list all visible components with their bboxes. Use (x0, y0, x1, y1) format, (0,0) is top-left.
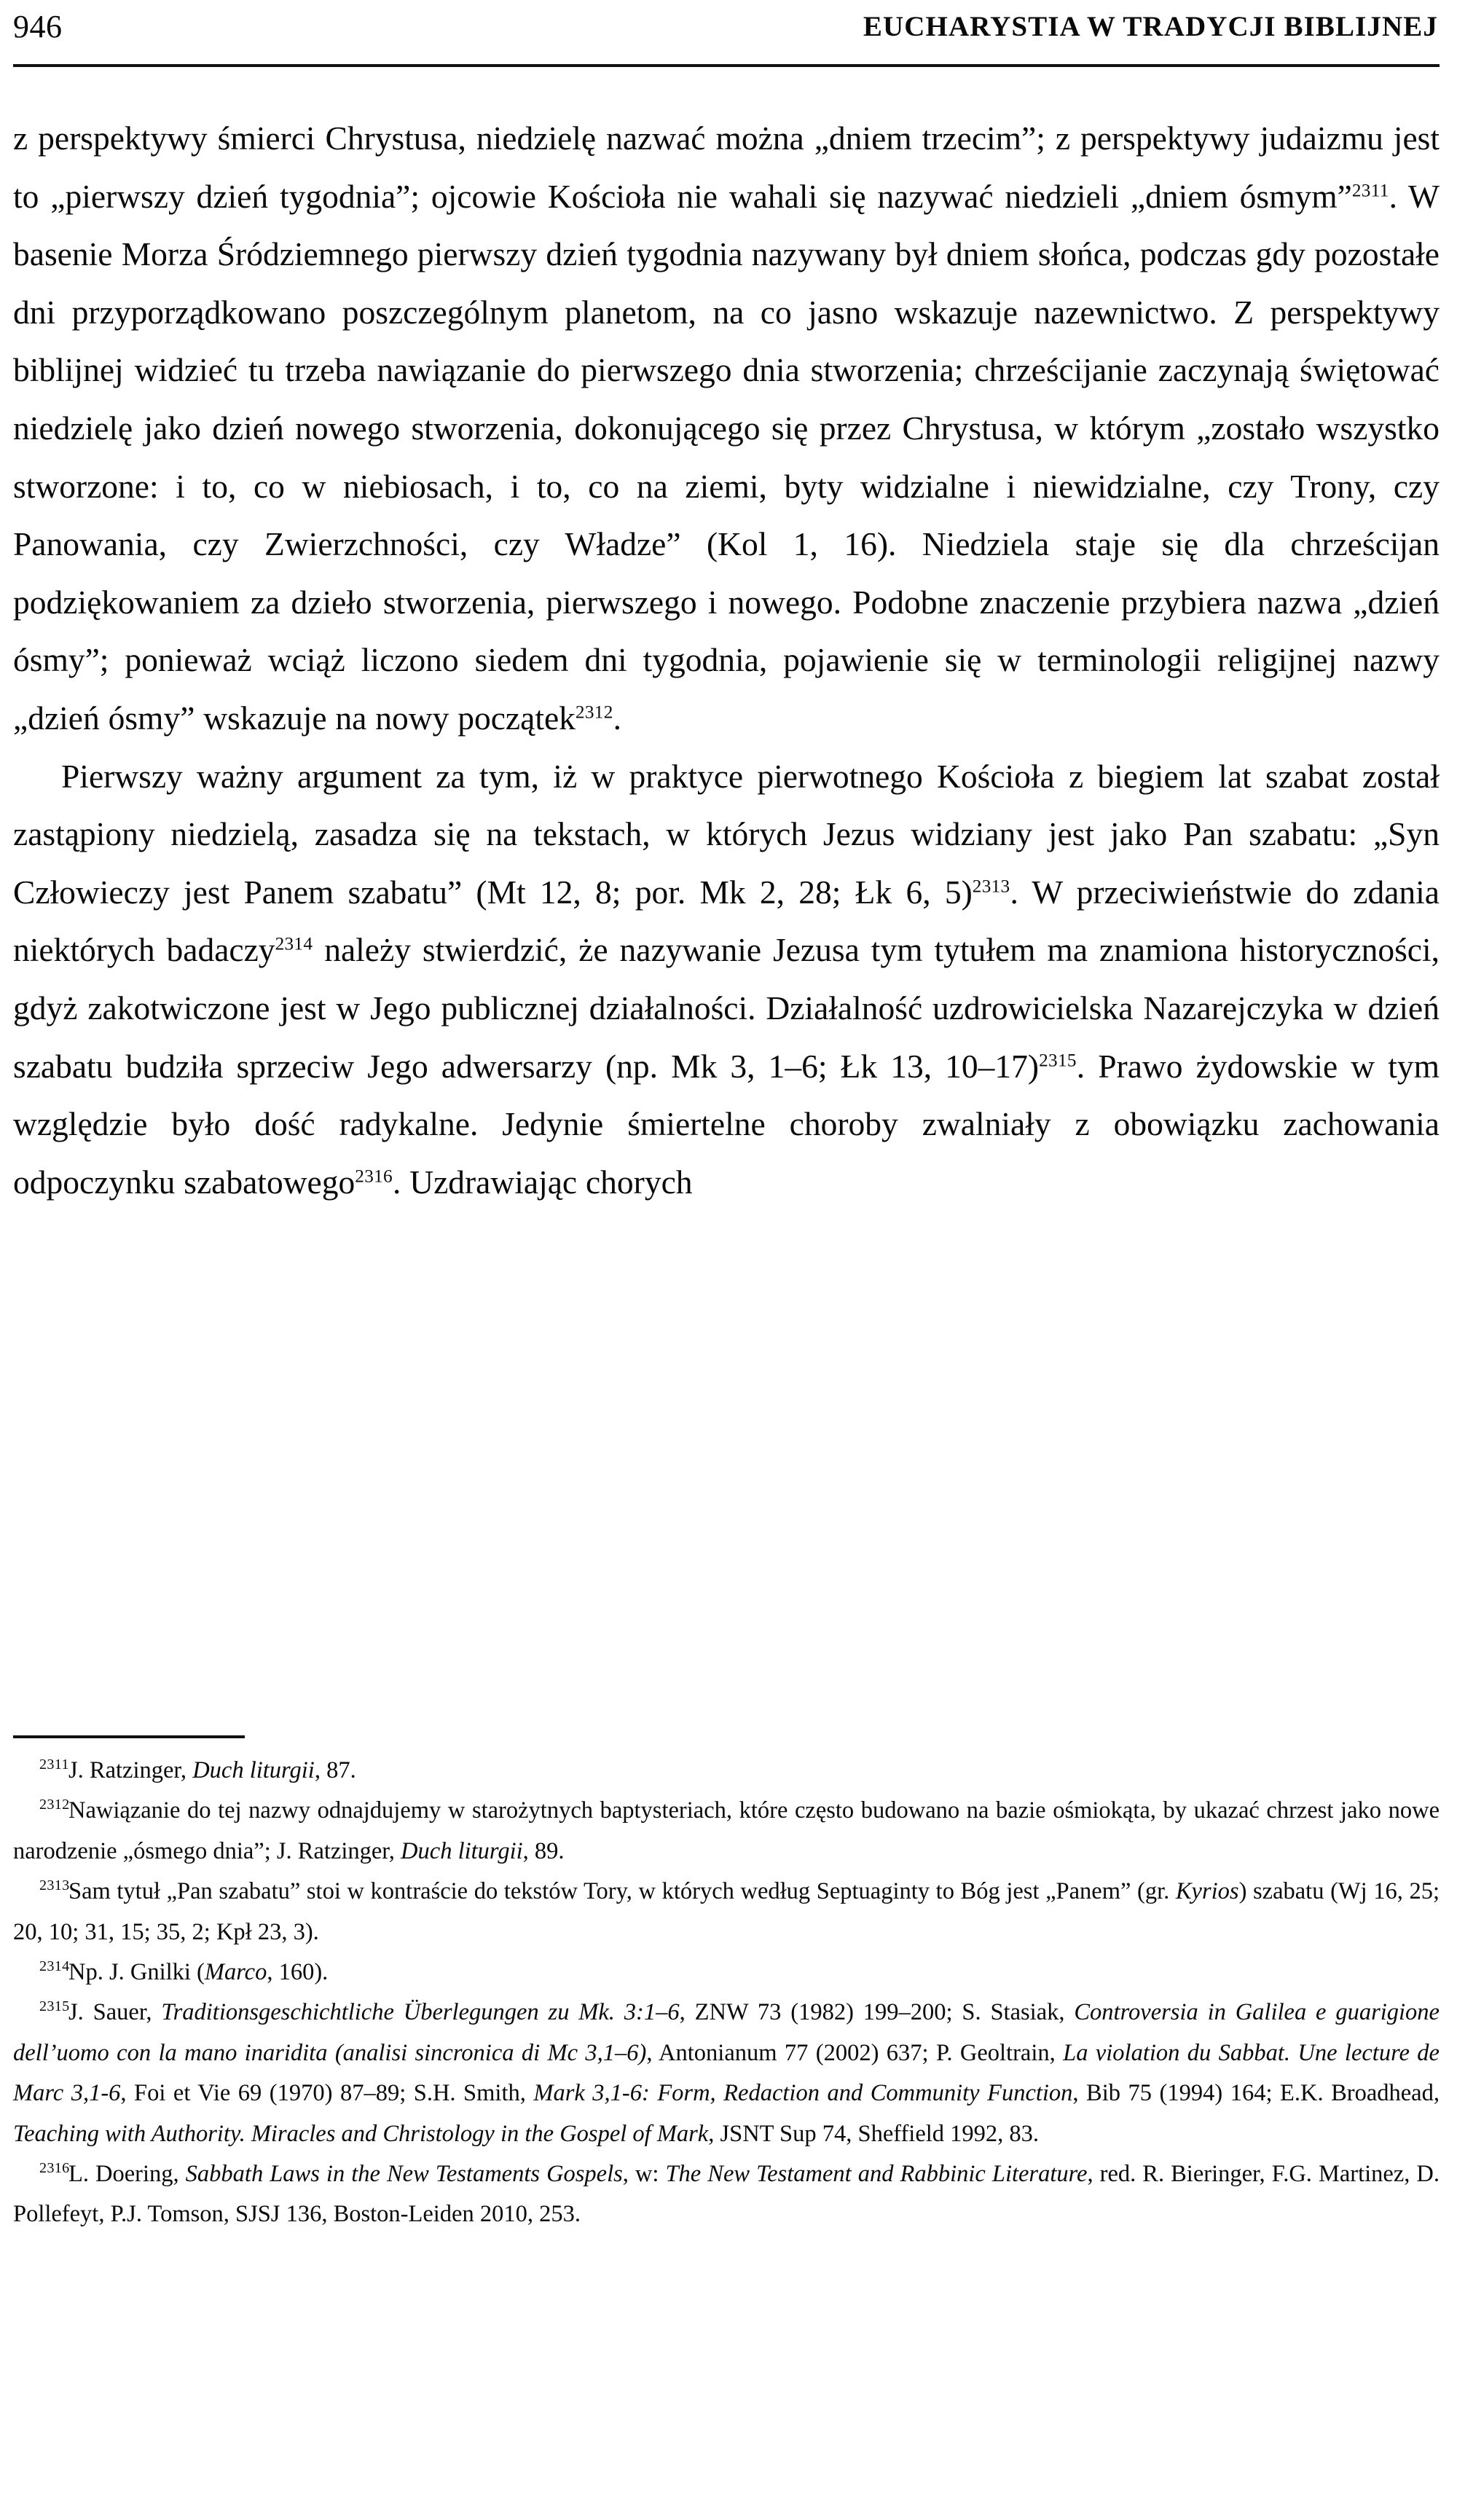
footnote-text: ) szabatu (Wj 16, 25; 20, 10; 31, 15; 35, 2; Kpł 23, 3). (13, 1878, 1440, 1945)
footnote-2315: 2315J. Sauer, Traditionsgeschichtliche Überlegungen zu Mk. 3:1–6, ZNW 73 (1982) 199–200; S. Stasiak, Controversia in Galilea e guarigione dell’uomo con la mano inaridita (analisi sincronica di Mc 3,1–6), Antonianum 77 (2002) 637; P. Geoltrain, La violation du Sabbat. Une lecture de Marc 3,1-6, Foi et Vie 69 (1970) 87–89; S.H. Smith, Mark 3,1-6: Form, Redaction and Community Function, Bib 75 (1994) 164; E.K. Broadhead, Teaching with Authority. Miracles and Christology in the Gospel of Mark, JSNT Sup 74, Sheffield 1992, 83. (13, 1998, 1440, 2147)
footnote-ref-2314: 2314 (275, 933, 313, 954)
footnote-2311: 2311J. Ratzinger, Duch liturgii, 87. (39, 1756, 356, 1783)
footnote-ref-2313: 2313 (972, 876, 1010, 897)
footnote-text: Nawiązanie do tej nazwy odnajdujemy w starożytnych baptysteriach, które często budowano na bazie ośmiokąta, by ukazać chrzest jako nowe narodzenie „ósmego dnia”; J. Ratzinger, (13, 1797, 1440, 1864)
footnote-list (13, 1751, 1440, 2235)
footnote-text: , ZNW 73 (1982) 199–200; S. Stasiak, (679, 1999, 1075, 2026)
footnote-title-italic: Duch liturgii (401, 1837, 523, 1864)
footnote-2312: 2312Nawiązanie do tej nazwy odnajdujemy w starożytnych baptysteriach, które często budowano na bazie ośmiokąta, by ukazać chrzest jako nowe narodzenie „ósmego dnia”; J. Ratzinger, Duch liturgii, 89. (13, 1796, 1440, 1864)
footnote-text: L. Doering, (68, 2161, 186, 2188)
footnote-text: J. Ratzinger, (68, 1757, 193, 1783)
footnote-2316: 2316L. Doering, Sabbath Laws in the New Testaments Gospels, w: The New Testament and Rabbinic Literature, red. R. Bieringer, F.G. Martinez, D. Pollefeyt, P.J. Tomson, SJSJ 136, Boston-Leiden 2010, 253. (13, 2159, 1440, 2228)
paragraph-2-text-b: . W przeciwieństwie do zdania niektórych badaczy (13, 873, 1440, 969)
paragraph-2-text-a: Pierwszy ważny argument za tym, iż w praktyce pierwotnego Kościoła z biegiem lat szabat został zastąpiony niedzielą, zasadza się na tekstach, w których Jezus widziany jest jako Pan szabatu: „Syn Człowieczy jest Panem szabatu” (Mt 12, 8; por. Mk 2, 28; Łk 6, 5) (13, 757, 1440, 911)
paragraph-1 (13, 109, 1440, 747)
footnote-text: , Antonianum 77 (2002) 637; P. Geoltrain, (646, 2039, 1064, 2066)
footnote-text: Sam tytuł „Pan szabatu” stoi w kontraście do tekstów Tory, w których według Septuaginty to Bóg jest „Panem” (gr. (68, 1878, 1176, 1905)
paragraph-1-text-c: . (613, 699, 621, 737)
footnote-text: , JSNT Sup 74, Sheffield 1992, 83. (708, 2120, 1040, 2147)
footnote-text: J. Sauer, (68, 1999, 162, 2026)
footnote-2314: 2314Np. J. Gnilki (Marco, 160). (39, 1958, 329, 1986)
footnote-ref-2312: 2312 (575, 702, 613, 723)
footnote-title-italic: Duch liturgii (192, 1757, 315, 1783)
paragraph-2 (13, 747, 1440, 1212)
paragraph-2-text-c: należy stwierdzić, że nazywanie Jezusa tym tytułem ma znamiona historyczności, gdyż zakotwiczone jest w Jego publicznej działalności. Działalność uzdrowicielska Nazarejczyka w dzień szabatu budziła sprzeciw Jego adwersarzy (np. Mk 3, 1–6; Łk 13, 10–17) (13, 931, 1440, 1085)
footnote-ref-2316: 2316 (355, 1166, 393, 1187)
body-text (13, 109, 1440, 1211)
paragraph-1-text-a: z perspektywy śmierci Chrystusa, niedzielę nazwać można „dniem trzecim”; z perspektywy judaizmu jest to „pierwszy dzień tygodnia”; ojcowie Kościoła nie wahali się nazywać niedzieli „dniem ósmym” (13, 119, 1440, 215)
page-number: 946 (13, 9, 63, 44)
footnote-title-italic: Marco (204, 1959, 267, 1986)
footnote-title-italic: Traditionsgeschichtliche Überlegungen zu Mk. 3:1–6 (161, 1999, 680, 2026)
footnote-title-italic: Controversia in Galilea e guarigione dell’uomo con la mano inaridita (analisi sincronica di Mc 3,1–6) (13, 1999, 1440, 2066)
footnote-separator-rule (13, 1735, 245, 1738)
running-head-title: EUCHARYSTIA W TRADYCJI BIBLIJNEJ (863, 11, 1438, 42)
header-rule (13, 64, 1440, 67)
footnote-title-italic: Kyrios (1175, 1878, 1239, 1905)
footnote-text: , 87. (314, 1757, 356, 1783)
paragraph-2-text-e: . Uzdrawiając chorych (392, 1163, 693, 1201)
footnote-text: , red. R. Bieringer, F.G. Martinez, D. Pollefeyt, P.J. Tomson, SJSJ 136, Boston-Leiden 2010, 253. (13, 2161, 1440, 2228)
footnote-text: , Foi et Vie 69 (1970) 87–89; S.H. Smith, (120, 2080, 534, 2107)
footnote-title-italic: Teaching with Authority. Miracles and Christology in the Gospel of Mark (13, 2120, 709, 2147)
footnote-text: , Bib 75 (1994) 164; E.K. Broadhead, (1072, 2080, 1440, 2107)
footnote-title-italic: The New Testament and Rabbinic Literature (665, 2161, 1088, 2188)
footnote-text: , 160). (267, 1959, 329, 1986)
footnote-text: Np. J. Gnilki ( (68, 1959, 205, 1986)
footnote-ref-2311: 2311 (1351, 179, 1389, 200)
footnote-2313: 2313Sam tytuł „Pan szabatu” stoi w kontraście do tekstów Tory, w których według Septuaginty to Bóg jest „Panem” (gr. Kyrios) szabatu (Wj 16, 25; 20, 10; 31, 15; 35, 2; Kpł 23, 3). (13, 1877, 1440, 1945)
footnote-title-italic: Sabbath Laws in the New Testaments Gospels (185, 2161, 623, 2188)
paragraph-2-text-d: . Prawo żydowskie w tym względzie było dość radykalne. Jedynie śmiertelne choroby zwalniały z obowiązku zachowania odpoczynku szabatowego (13, 1047, 1440, 1201)
footnote-text: , w: (622, 2161, 666, 2188)
footnote-ref-2315: 2315 (1039, 1049, 1077, 1070)
footnote-text: , 89. (522, 1837, 565, 1864)
paragraph-1-text-b: . W basenie Morza Śródziemnego pierwszy dzień tygodnia nazywany był dniem słońca, podczas gdy pozostałe dni przyporządkowano poszczególnym planetom, na co jasno wskazuje nazewnictwo. Z perspektywy biblijnej widzieć tu trzeba nawiązanie do pierwszego dnia stworzenia; chrześcijanie zaczynają świętować niedzielę jako dzień nowego stworzenia, dokonującego się przez Chrystusa, w którym „zostało wszystko stworzone: i to, co w niebiosach, i to, co na ziemi, byty widzialne i niewidzialne, czy Trony, czy Panowania, czy Zwierzchności, czy Władze” (Kol 1, 16). Niedziela staje się dla chrześcijan podziękowaniem za dzieło stworzenia, pierwszego i nowego. Podobne znaczenie przybiera nazwa „dzień ósmy”; ponieważ wciąż liczono siedem dni tygodnia, pojawienie się w terminologii religijnej nazwy „dzień ósmy” wskazuje na nowy początek (13, 177, 1440, 737)
footnote-title-italic: La violation du Sabbat. Une lecture de Marc 3,1-6 (13, 2039, 1440, 2107)
running-head (13, 7, 1441, 60)
footnote-title-italic: Mark 3,1-6: Form, Redaction and Community Function (533, 2080, 1073, 2107)
